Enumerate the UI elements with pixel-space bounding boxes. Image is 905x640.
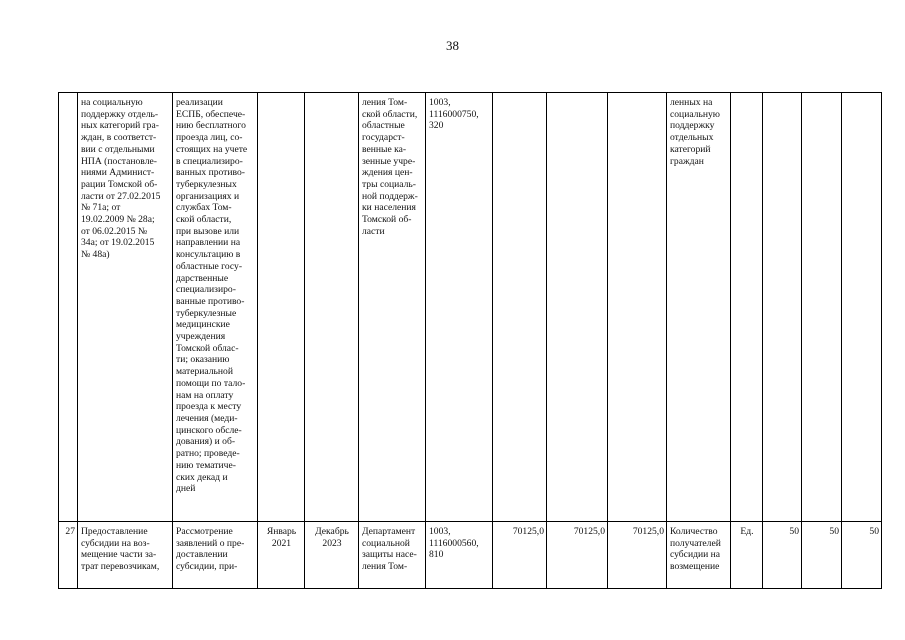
- activity-name-cell: [78, 522, 173, 589]
- row-number-cell: [59, 522, 78, 589]
- executor: Департамент социальной защиты насе- ления Том-: [362, 526, 417, 573]
- executor: ления Том- ской области, областные государст- венные ка- зенные учре- ждения цен- тры социаль- ной поддерж- ки населения Томской об- ласти: [362, 97, 418, 237]
- activity-content-cell: [173, 93, 258, 522]
- executor-cell: [359, 522, 426, 589]
- value-1-cell: [763, 522, 802, 589]
- end-date: Декабрь 2023: [315, 526, 349, 549]
- indicator: Количество получателей субсидии на возмещение: [670, 526, 721, 573]
- row-number-cell: [59, 93, 78, 522]
- unit-cell: [731, 93, 763, 522]
- table-row: [59, 93, 882, 522]
- budget-code-cell: [426, 522, 493, 589]
- executor-cell: [359, 93, 426, 522]
- funding-total-cell: [493, 522, 547, 589]
- program-activities-table: [58, 92, 882, 589]
- activity-content: реализации ЕСПБ, обеспече- нию бесплатного проезда лиц, со- стоящих на учете в специализиро- ванных противо- туберкулезных организациях и службах Том- ской области, при вызове или направлении на консультацию в областные госу- дарственные специализиро- ванные противо- туберкулезные медицинские учреждения Томской облас- ти; оказанию материальной помощи по тало- нам на оплату проезда к месту лечения (меди- цинского обсле- дования) и об- ратно; проведе- нию тематиче- ских декад и дней: [176, 97, 248, 495]
- budget-code-cell: [426, 93, 493, 522]
- value-2-cell: [802, 93, 842, 522]
- funding-total-cell: [493, 93, 547, 522]
- row-number: 27: [65, 526, 75, 537]
- funding-year1: 70125,0: [573, 526, 605, 537]
- indicator-cell: [667, 93, 731, 522]
- funding-year1-cell: [547, 93, 608, 522]
- funding-year2: 70125,0: [632, 526, 664, 537]
- value-3-cell: [842, 522, 882, 589]
- funding-total: 70125,0: [512, 526, 544, 537]
- value-3-cell: [842, 93, 882, 522]
- budget-code: 1003, 1116000750, 320: [429, 97, 479, 132]
- activity-name-cell: [78, 93, 173, 522]
- start-date-cell: [258, 522, 305, 589]
- activity-content: Рассмотрение заявлений о пре- доставлении субсидии, при-: [176, 526, 245, 573]
- start-date-cell: [258, 93, 305, 522]
- value-2: 50: [829, 526, 839, 537]
- budget-code: 1003, 1116000560, 810: [429, 526, 479, 561]
- start-date: Январь 2021: [266, 526, 297, 549]
- value-1-cell: [763, 93, 802, 522]
- activity-content-cell: [173, 522, 258, 589]
- indicator: ленных на социальную поддержку отдельных категорий граждан: [670, 97, 720, 167]
- unit: Ед.: [740, 526, 754, 537]
- funding-year1-cell: [547, 522, 608, 589]
- activity-name: на социальную поддержку отдель- ных категорий гра- ждан, в соответст- вии с отдельными НПА (постановле- ниями Админист- рации Томской об- ласти от 27.02.2015 № 71а; от 19.02.2009 № 28а; от 06.02.2015 № 34а; от 19.02.2015 № 48а): [81, 97, 161, 261]
- activity-name: Предоставление субсидии на воз- мещение части за- трат перевозчикам,: [81, 526, 160, 573]
- table-row: [59, 522, 882, 589]
- funding-year2-cell: [608, 522, 667, 589]
- page-number: 38: [446, 38, 459, 53]
- end-date-cell: [305, 93, 359, 522]
- value-1: 50: [789, 526, 799, 537]
- unit-cell: [731, 522, 763, 589]
- funding-year2-cell: [608, 93, 667, 522]
- value-3: 50: [869, 526, 879, 537]
- end-date-cell: [305, 522, 359, 589]
- indicator-cell: [667, 522, 731, 589]
- value-2-cell: [802, 522, 842, 589]
